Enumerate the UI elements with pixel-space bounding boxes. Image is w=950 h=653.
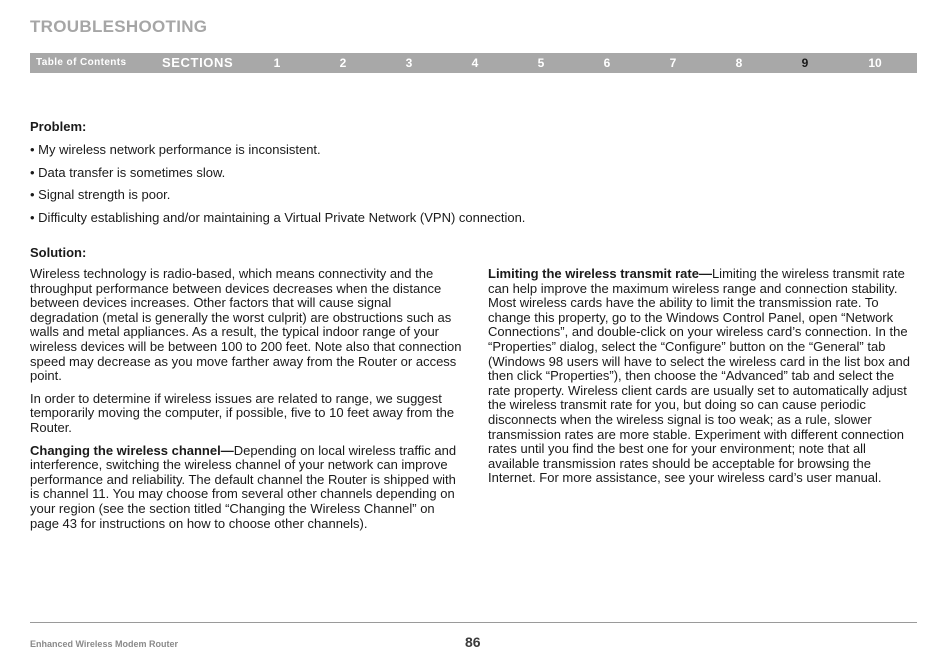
solution-heading: Solution: [30, 245, 87, 260]
list-item: • My wireless network performance is inconsistent. [30, 142, 321, 157]
table-of-contents-link[interactable]: Table of Contents [36, 57, 127, 68]
channel-lead: Changing the wireless channel— [30, 442, 234, 458]
list-item: • Data transfer is sometimes slow. [30, 164, 226, 180]
section-link-10[interactable]: 10 [868, 56, 882, 70]
section-link-4[interactable]: 4 [471, 56, 479, 70]
solution-paragraph-distance: In order to determine if wireless issues are related to range, we suggest temporarily moving the computer, if possible, five to 10 feet away from the Router. [30, 390, 455, 435]
transmit-rate-lead: Limiting the wireless transmit rate— [488, 266, 712, 281]
solution-paragraph-range: Wireless technology is radio-based, which means connectivity and the throughput performance between devices decreases when the distance between devices increases. Other factors that will cause signal degradation (metal is generally the worst culprit) are obstructions such as walls and metal appliances. As a result, the typical indoor range of your wireless devices will be between 100 to 200 feet. Note also that connection speed may decrease as you move farther away from the Router or access point. [30, 266, 462, 384]
transmit-rate-text: Limiting the wireless transmit rate can help improve the maximum wireless range and connection stability. Most wireless cards have the ability to limit the transmission rate. To change this property, go to the Windows Control Panel, open “Network Connections”, and double-click on your wireless card’s connection. In the “Properties” dialog, select the “Configure” button on the “General” tab (Windows 98 users will have to select the wireless card in the list box and then click “Properties”), then choose the “Advanced” tab and select the rate property. Wireless client cards are usually set to automatically adjust the wireless transmit rate for you, but doing so can cause periodic disconnects when the wireless signal is too weak; as a rule, slower transmission rates are more stable. Experiment with different connection rates until you find the best one for your environment; note that all available transmission rates should be acceptable for browsing the Internet. For more assistance, see your wireless card’s user manual. [488, 266, 910, 486]
section-link-9[interactable]: 9 [801, 56, 809, 70]
solution-paragraph-channel [30, 444, 462, 532]
section-link-6[interactable]: 6 [603, 56, 611, 70]
list-item: • Signal strength is poor. [30, 187, 171, 203]
page-header-title: TROUBLESHOOTING [30, 17, 208, 36]
section-link-2[interactable]: 2 [339, 56, 347, 70]
solution-right-column [488, 267, 913, 494]
sections-label: SECTIONS [162, 55, 234, 70]
section-link-8[interactable]: 8 [735, 56, 743, 70]
problem-heading: Problem: [30, 119, 87, 134]
section-link-1[interactable]: 1 [273, 56, 281, 70]
section-link-3[interactable]: 3 [405, 56, 413, 70]
footer-divider [30, 622, 917, 623]
channel-text: Depending on local wireless traffic and interference, switching the wireless channel of your network can improve performance and reliability. The default channel the Router is shipped with is channel 11. You may choose from several other channels depending on your region (see the section titled “Changing the Wireless Channel” on page 43 for instructions on how to choose other channels). [30, 442, 457, 531]
problem-list [30, 142, 525, 233]
solution-left-column [30, 267, 462, 539]
section-link-5[interactable]: 5 [537, 56, 545, 70]
page-number: 86 [465, 634, 481, 650]
section-nav-bar [30, 53, 917, 73]
footer-product-name: Enhanced Wireless Modem Router [30, 639, 178, 649]
solution-paragraph-transmit-rate [488, 267, 913, 486]
section-link-7[interactable]: 7 [669, 56, 677, 70]
list-item: • Difficulty establishing and/or maintaining a Virtual Private Network (VPN) connection. [30, 210, 526, 226]
